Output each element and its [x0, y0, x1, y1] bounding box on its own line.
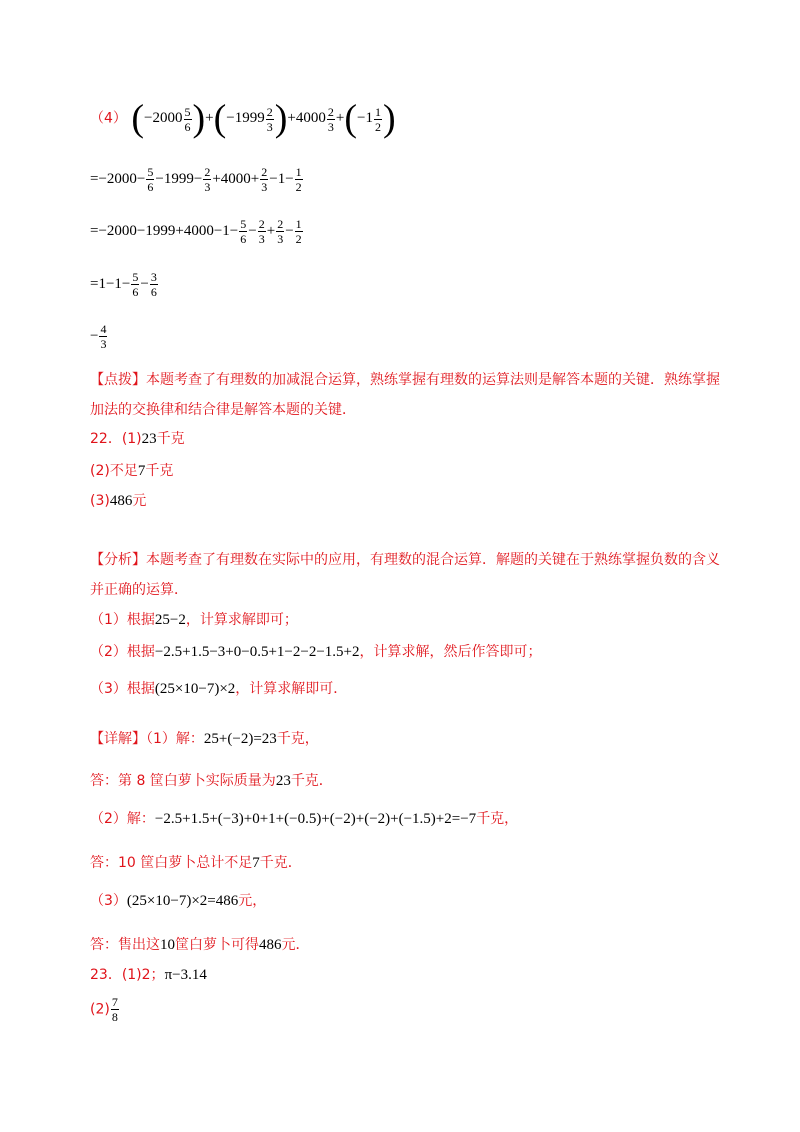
solution-step-4: − $\frac{4}{3}$ [90, 322, 107, 351]
analysis-tag: 【分析】 [90, 552, 146, 568]
q23-answer-1: 23．(1)2；π−3.14 [90, 967, 207, 983]
solution-step-3: =1−1− $\frac{5}{6}$ − $\frac{3}{6}$ [90, 270, 157, 299]
hint-2: （2）根据−2.5+1.5−3+0−0.5+1−2−2−1.5+2，计算求解，然后作答即可； [90, 644, 542, 660]
solution-step-2: =−2000−1999+4000−1− $\frac{5}{6}$ − $\frac{2}{3}$ + $\frac{2}{3}$ − $\frac{1}{2}$ [90, 217, 302, 246]
q22-answer-3: (3)486元 [90, 493, 147, 509]
analysis-paragraph: 【分析】本题考查了有理数在实际中的应用，有理数的混合运算．解题的关键在于熟练掌握负数的含义并正确的运算． [90, 552, 720, 598]
answer-3: 答：售出这10筐白萝卜可得486元． [90, 937, 310, 953]
q21-part4-expression: （4） (−2000 $\frac{5}{6}$ )+(−1999 $\frac{2}{3}$ )+4000 $\frac{2}{3}$ +(−1 $\frac{1}{2}$ ) [90, 98, 396, 140]
detail-tag: 【详解】 [90, 731, 146, 747]
hint-1: （1）根据25−2，计算求解即可； [90, 612, 298, 628]
comment-tag: 【点拨】 [90, 372, 146, 388]
hint-3: （3）根据(25×10−7)×2，计算求解即可． [90, 681, 348, 697]
answer-1: 答：第 8 筐白萝卜实际质量为23千克． [90, 773, 333, 789]
detail-1: 【详解】（1）解：25+(−2)=23千克， [90, 731, 319, 747]
detail-2: （2）解：−2.5+1.5+(−3)+0+1+(−0.5)+(−2)+(−2)+(−1.5)+2=−7千克， [90, 811, 519, 827]
part-label: （4） [90, 110, 127, 127]
answer-2: 答：10 筐白萝卜总计不足7千克． [90, 855, 302, 871]
q23-answer-2: (2) $\frac{7}{8}$ [90, 995, 118, 1024]
detail-3: （3）(25×10−7)×2=486元， [90, 893, 267, 909]
q22-answer-1: 22．(1)23千克 [90, 431, 185, 447]
comment-paragraph: 【点拨】本题考查了有理数的加减混合运算，熟练掌握有理数的运算法则是解答本题的关键．熟练掌握加法的交换律和结合律是解答本题的关键． [90, 372, 720, 418]
solution-step-1: =−2000− $\frac{5}{6}$ −1999− $\frac{2}{3}$ +4000+ $\frac{2}{3}$ −1− $\frac{1}{2}$ [90, 165, 302, 194]
q22-answer-2: (2)不足7千克 [90, 463, 174, 479]
